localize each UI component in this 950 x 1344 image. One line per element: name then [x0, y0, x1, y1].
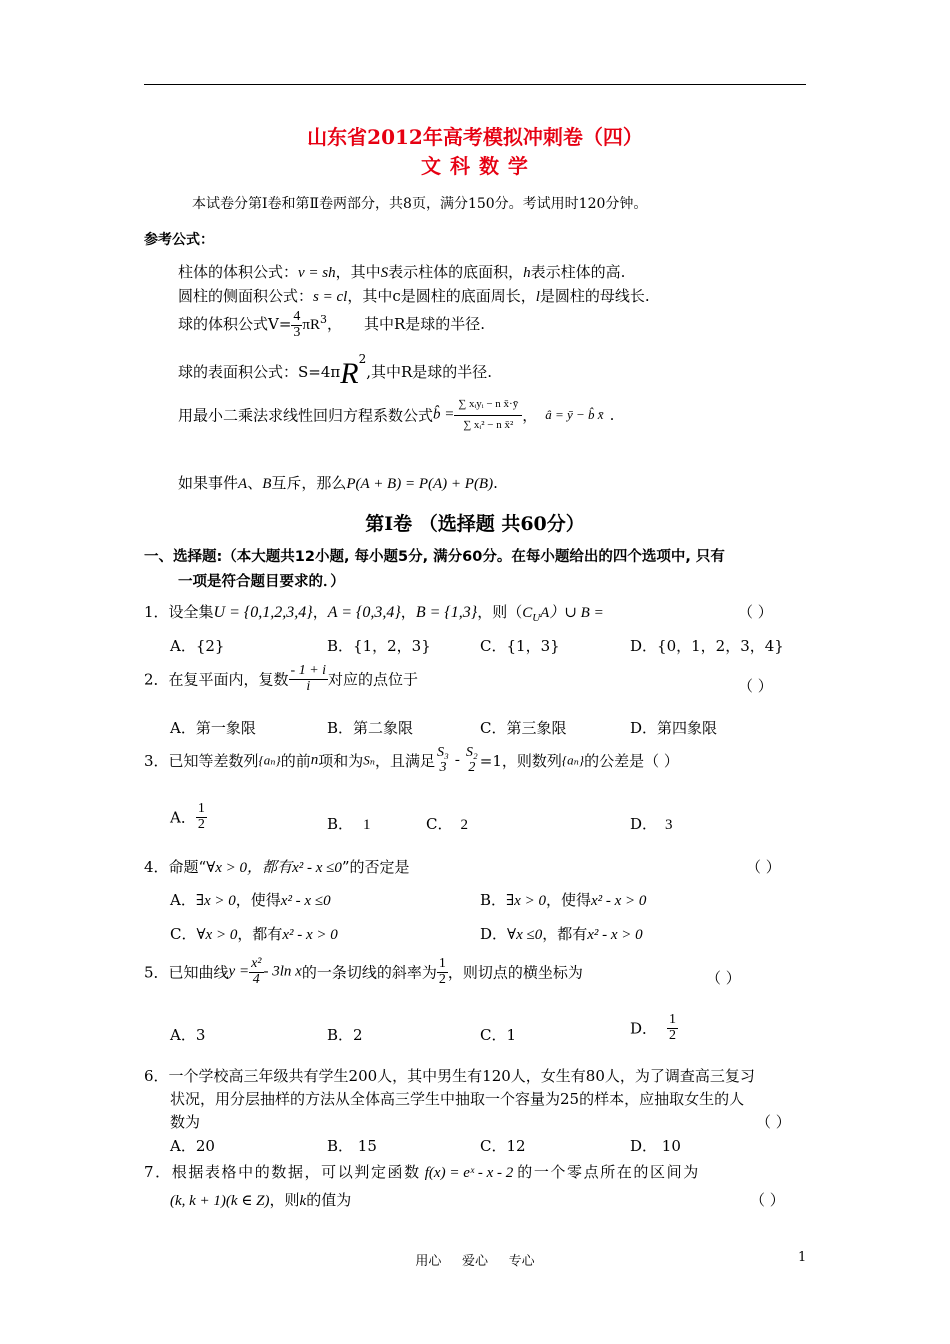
formula-math: B [262, 476, 272, 492]
denominator: 2 [197, 816, 205, 832]
fraction [454, 395, 522, 435]
question-6-line2: 状况，用分层抽样的方法从全体高三学生中抽取一个容量为25的样本，应抽取女生的人 [170, 1090, 745, 1108]
page-footer-motto: 用心 爱心 专心 [415, 1254, 535, 1269]
numerator: - 1 + i [290, 663, 327, 678]
part-instructions-line2: 一项是符合题目要求的．） [178, 574, 345, 590]
question-math: ∀x > 0，都有 [206, 860, 293, 876]
fraction [249, 957, 263, 987]
formula-text: ，其中 [335, 263, 381, 281]
option-math: ∃x > 0 [506, 893, 546, 909]
option-label: C． [170, 925, 197, 943]
option-text: ，使得 [235, 891, 281, 909]
formula-math: â = ȳ − b̂ x̄ [545, 407, 604, 423]
formula-math: l [535, 289, 540, 305]
question-math: B = {1,3} [415, 604, 478, 621]
question-math: A）∪ B = [540, 605, 604, 621]
question-7-line2 [170, 1189, 351, 1210]
numerator: S₃ [437, 745, 449, 760]
formula-regression [178, 395, 614, 435]
question-4-option-b[interactable] [480, 889, 646, 910]
formula-text: ， [522, 406, 538, 425]
page-number: 1 [798, 1250, 807, 1265]
option-value: 2 [460, 817, 468, 833]
question-6-line1: 6．一个学校高三年级共有学生200人，其中男生有120人，女生有80人，为了调查高三复习 [144, 1067, 755, 1085]
question-text: 4．命题“ [144, 858, 207, 876]
question-6-option-b[interactable]: B． 15 [327, 1137, 377, 1155]
question-math: x² - x ≤0 [292, 860, 342, 876]
numerator: ∑ xᵢyᵢ − n x̄·ȳ [454, 395, 522, 416]
denominator: 2 [468, 759, 476, 775]
numerator: x² [251, 956, 262, 971]
formula-sphere-volume [178, 310, 485, 340]
question-text: 3．已知等差数列 [144, 752, 259, 771]
question-7-line1 [144, 1161, 700, 1182]
exam-subject: 文 科 数 学 [421, 154, 529, 178]
option-value: 3 [665, 817, 673, 833]
formula-text: 互斥，那么 [271, 474, 347, 492]
header-rule [144, 84, 806, 85]
fraction [667, 1013, 678, 1043]
numerator: S₂ [465, 745, 478, 760]
question-math: C [522, 605, 533, 621]
option-text: ，使得 [545, 891, 591, 909]
formula-text: 球的表面积公式：S=4π [178, 363, 341, 381]
option-math: ∀x > 0 [196, 927, 238, 943]
question-math: A = {0,3,4} [327, 604, 401, 621]
question-2-option-a[interactable]: A．第一象限 [170, 719, 256, 737]
question-2-option-d[interactable]: D．第四象限 [630, 719, 718, 737]
question-math: n [310, 752, 319, 769]
formula-math: b̂ = [433, 406, 455, 423]
question-text: 对应的点位于 [328, 670, 419, 689]
question-1-option-a[interactable]: A．{2} [170, 637, 225, 655]
question-text: 5．已知曲线 [144, 963, 229, 982]
question-1-option-b[interactable]: B．{1，2，3} [327, 637, 431, 655]
formula-text: . [493, 474, 498, 492]
option-math: x² - x > 0 [282, 927, 338, 943]
question-text: 7．根据表格中的数据，可以判定函数 [144, 1163, 421, 1181]
question-4-option-c[interactable] [170, 923, 338, 944]
option-text: ，都有 [237, 925, 283, 943]
question-5-option-a[interactable]: A．3 [170, 1026, 206, 1044]
question-text: ”的否定是 [341, 858, 410, 876]
option-math: x² - x > 0 [587, 927, 643, 943]
question-1-answer-paren[interactable]: （ ） [738, 603, 773, 621]
numerator: 1 [669, 1012, 677, 1027]
question-3-option-c[interactable] [426, 813, 468, 834]
formula-text: . [609, 406, 615, 425]
question-2-option-c[interactable]: C．第三象限 [480, 719, 567, 737]
question-1-option-c[interactable]: C．{1，3} [480, 637, 560, 655]
formula-text: 球的体积公式V= [178, 315, 292, 334]
question-text: 2．在复平面内，复数 [144, 670, 289, 689]
formula-text: 是圆柱的母线长. [539, 287, 650, 305]
formula-text: 如果事件 [178, 474, 239, 492]
option-math: ∀x ≤0 [507, 927, 543, 943]
question-text: ，则 [269, 1191, 300, 1209]
formula-cylinder-lateral [178, 285, 650, 306]
question-3-option-a[interactable] [170, 802, 207, 832]
formula-text: ,其中R是球的半径. [366, 363, 493, 381]
question-6-answer-paren[interactable]: （ ） [756, 1113, 791, 1131]
option-label: D． [630, 1019, 658, 1038]
exponent: 2 [358, 352, 367, 366]
formula-text: 表示柱体的底面积， [388, 263, 524, 281]
question-5-answer-paren[interactable]: （ ） [706, 969, 741, 987]
formula-heading: 参考公式： [144, 232, 214, 248]
denominator: 3 [439, 759, 447, 775]
question-text: 的值为 [306, 1191, 352, 1209]
numerator: 1 [197, 801, 205, 816]
formula-math: h [523, 265, 531, 281]
option-math: ∃x > 0 [195, 893, 236, 909]
question-5-option-b[interactable]: B．2 [327, 1026, 363, 1044]
option-label: B． [480, 891, 507, 909]
option-label: C． [426, 815, 453, 833]
question-math: y = [228, 963, 250, 980]
formula-text: 、 [247, 474, 263, 492]
question-math: (k, k + 1)(k ∈ Z) [170, 1193, 270, 1209]
question-6-line3: 数为 [170, 1113, 201, 1131]
question-text: 的公差是（ ） [584, 752, 679, 771]
option-label: D． [630, 815, 658, 833]
question-3-option-b[interactable] [327, 813, 371, 834]
formula-sphere-surface [178, 352, 492, 391]
exam-intro: 本试卷分第Ⅰ卷和第Ⅱ卷两部分，共8页，满分150分。考试用时120分钟。 [192, 196, 648, 212]
formula-math: v = sh [298, 265, 336, 281]
formula-math: S [380, 265, 389, 281]
denominator: i [306, 678, 311, 694]
question-6-option-a[interactable]: A．20 [170, 1137, 215, 1155]
question-1-option-d[interactable]: D．{0，1，2，3，4} [630, 637, 784, 655]
question-math: {aₙ} [561, 752, 585, 768]
question-7-answer-paren[interactable]: （ ） [750, 1191, 785, 1209]
question-2-answer-paren[interactable]: （ ） [738, 677, 773, 695]
question-text: ，则切点的横坐标为 [447, 963, 583, 982]
question-4-answer-paren[interactable]: （ ） [746, 858, 781, 876]
question-4-option-a[interactable] [170, 889, 331, 910]
formula-text: ，其中c是圆柱的底面周长， [347, 287, 536, 305]
operator: - [454, 752, 460, 769]
formula-math: πR [302, 317, 320, 334]
exam-title: 山东省2012年高考模拟冲刺卷（四） [307, 125, 643, 149]
question-text: 的一个零点所在的区间为 [517, 1163, 700, 1181]
formula-math: R [340, 357, 359, 390]
formula-text: 用最小二乘法求线性回归方程系数公式 [178, 406, 434, 425]
question-5-option-c[interactable]: C．1 [480, 1026, 517, 1044]
option-math: x² - x > 0 [590, 893, 647, 909]
question-4-stem [144, 856, 410, 877]
formula-math: s = cl [313, 289, 348, 305]
fraction [435, 746, 451, 775]
question-5-option-d[interactable] [630, 1013, 678, 1043]
question-math: U = {0,1,2,3,4} [213, 604, 313, 621]
question-6-option-d[interactable]: D． 10 [630, 1137, 681, 1155]
question-math: k [299, 1193, 307, 1209]
formula-text: 表示柱体的高. [530, 263, 626, 281]
question-4-option-d[interactable] [480, 923, 643, 944]
question-math: {aₙ} [258, 752, 281, 768]
option-math: x² - x ≤0 [280, 893, 331, 909]
formula-text: ， [326, 315, 342, 334]
denominator: 2 [669, 1027, 677, 1043]
question-text: ， [400, 603, 416, 621]
option-value: 1 [363, 817, 371, 833]
question-2-stem [144, 664, 418, 694]
numerator: 4 [293, 309, 301, 324]
question-text: ， [312, 603, 328, 621]
question-text: 项和为 [318, 752, 364, 771]
option-text: ，都有 [542, 925, 588, 943]
question-6-option-c[interactable]: C．12 [480, 1137, 526, 1155]
formula-math: A [238, 476, 248, 492]
question-text: 的前 [280, 752, 311, 771]
question-math: Sₙ [363, 752, 376, 768]
section-heading: 第Ⅰ卷 （选择题 共60分） [365, 513, 585, 535]
question-3-stem [144, 746, 679, 775]
fraction [437, 957, 448, 987]
formula-probability [178, 472, 498, 493]
denominator: 4 [252, 971, 260, 987]
formula-text: 其中R是球的半径. [364, 315, 486, 334]
formula-text: 柱体的体积公式： [178, 263, 299, 281]
question-text: 1．设全集 [144, 603, 214, 621]
denominator: ∑ xᵢ² − n x̄² [463, 418, 514, 431]
denominator: 2 [438, 971, 446, 987]
question-1-stem [144, 601, 604, 624]
subscript: U [532, 612, 541, 624]
numerator: 1 [438, 956, 446, 971]
question-math: f(x) = eˣ - x - 2 [424, 1165, 514, 1181]
question-text: =1，则数列 [479, 752, 562, 771]
formula-math: P(A + B) = P(A) + P(B) [346, 476, 494, 492]
option-label: B． [327, 815, 354, 833]
fraction [196, 802, 207, 832]
exponent: 3 [319, 313, 327, 327]
question-text: ，则（ [477, 603, 523, 621]
question-math: - 3ln x [263, 963, 302, 980]
question-2-option-b[interactable]: B．第二象限 [327, 719, 414, 737]
question-3-option-d[interactable] [630, 813, 673, 834]
fraction [291, 310, 302, 340]
question-5-stem [144, 957, 583, 987]
question-text: 的一条切线的斜率为 [301, 963, 437, 982]
question-text: ，且满足 [375, 752, 436, 771]
fraction [289, 664, 329, 694]
option-label: A． [170, 891, 196, 909]
part-instructions-line1: 一、选择题:（本大题共12小题, 每小题5分, 满分60分。在每小题给出的四个选项中, 只有 [144, 549, 725, 565]
option-label: A． [170, 808, 196, 827]
fraction [464, 746, 480, 775]
denominator: 3 [293, 324, 301, 340]
formula-text: 圆柱的侧面积公式： [178, 287, 314, 305]
formula-cylinder-volume [178, 261, 625, 282]
option-label: D． [480, 925, 508, 943]
